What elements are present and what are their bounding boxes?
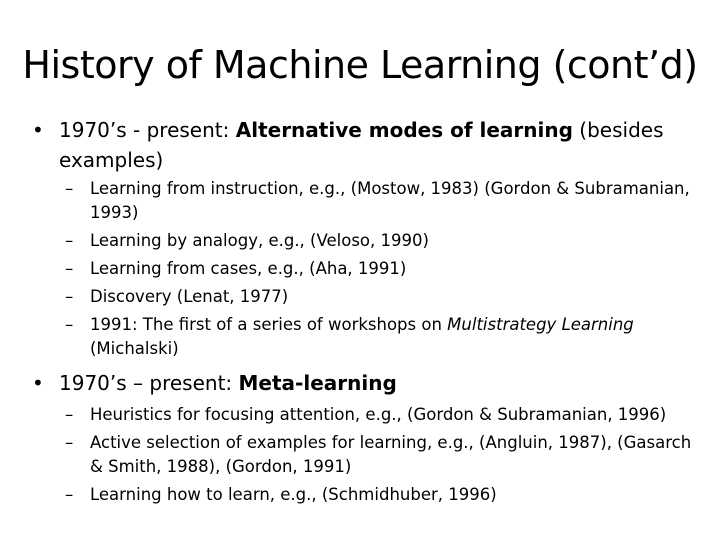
bullet-alternative-modes (32, 115, 682, 175)
dash-marker: – (65, 231, 74, 250)
subitem-discovery (65, 285, 705, 309)
dash-marker: – (65, 405, 74, 424)
bullet-suffix: (besides examples) (59, 118, 664, 172)
subitem-cases (65, 257, 705, 281)
subitem-text: Heuristics for focusing attention, e.g., (Gordon & Subramanian, 1996) (90, 405, 667, 424)
bullet-text (32, 368, 682, 398)
dash-marker: – (65, 287, 74, 306)
bullet-prefix: 1970’s – present: (59, 371, 239, 395)
subitem-text: Learning from instruction, e.g., (Mostow, 1983) (Gordon & Subramanian, 1993) (90, 179, 690, 222)
bullet-text (32, 115, 682, 175)
bullet-meta-learning (32, 368, 682, 398)
subitem-prefix: 1991: The first of a series of workshops on (90, 315, 448, 334)
bullet-prefix: 1970’s - present: (59, 118, 236, 142)
subitem-instruction (65, 177, 705, 225)
subitem-suffix: (Michalski) (90, 339, 179, 358)
subitem-text: Learning by analogy, e.g., (Veloso, 1990) (90, 231, 429, 250)
bullet-marker: • (32, 118, 44, 142)
dash-marker: – (65, 433, 74, 452)
bullet-marker: • (32, 371, 44, 395)
subitem-active-selection (65, 431, 705, 479)
subitem-text: Active selection of examples for learning, e.g., (Angluin, 1987), (Gasarch & Smith, 1988), (Gordon, 1991) (90, 433, 692, 476)
subitem-italic: Multistrategy Learning (447, 315, 634, 334)
bullet-emphasis: Alternative modes of learning (235, 118, 573, 142)
subitem-text: Learning how to learn, e.g., (Schmidhuber, 1996) (90, 485, 497, 504)
slide-title: History of Machine Learning (cont’d) (22, 43, 698, 87)
subitem-learning-to-learn (65, 483, 705, 507)
subitem-heuristics (65, 403, 705, 427)
subitem-text: Learning from cases, e.g., (Aha, 1991) (90, 259, 407, 278)
dash-marker: – (65, 485, 74, 504)
bullet-emphasis: Meta-learning (238, 371, 397, 395)
subitem-text: Discovery (Lenat, 1977) (90, 287, 289, 306)
subitem-workshops (65, 313, 705, 361)
dash-marker: – (65, 315, 74, 334)
dash-marker: – (65, 179, 74, 198)
subitem-text (65, 313, 705, 361)
subitem-analogy (65, 229, 705, 253)
dash-marker: – (65, 259, 74, 278)
